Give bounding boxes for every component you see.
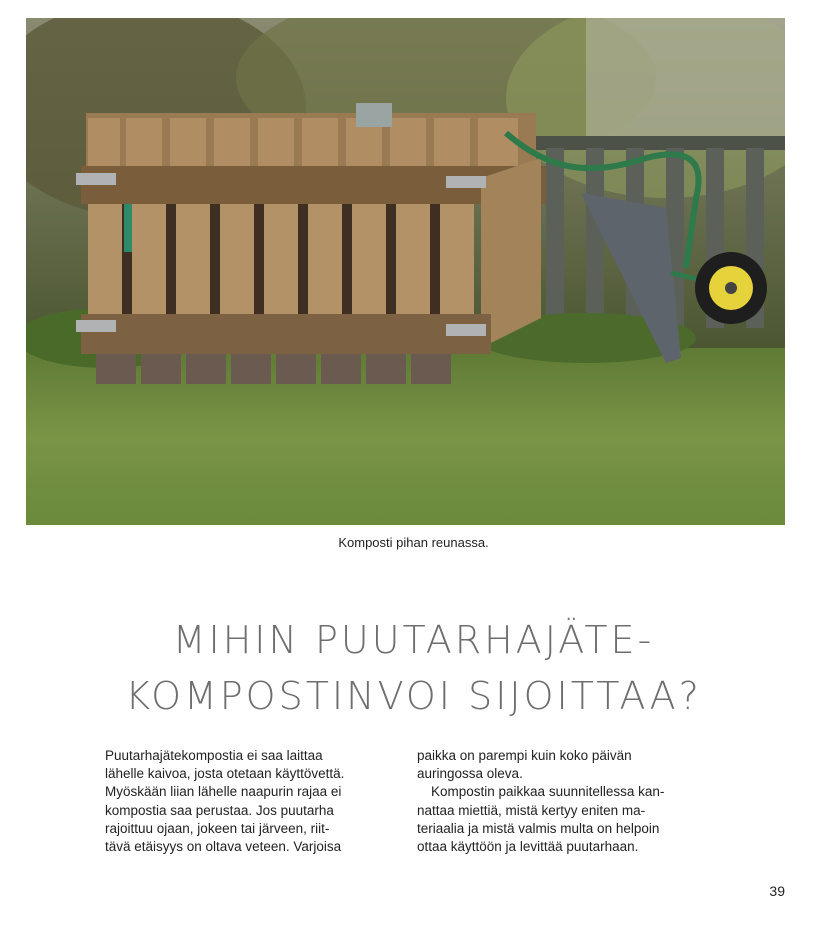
text-line: lähelle kaivoa, josta otetaan käyttövettä. xyxy=(105,766,345,782)
body-paragraph-2 xyxy=(417,783,702,856)
text-line: tävä etäisyys on oltava veteen. Varjoisa xyxy=(105,839,342,855)
compost-photo-illustration xyxy=(26,18,785,525)
text-line: paikka on parempi kuin koko päivän xyxy=(417,748,632,763)
text-line: nattaa miettiä, mistä kertyy eniten ma- xyxy=(417,802,646,818)
text-line: auringossa oleva. xyxy=(417,766,523,782)
text-line: Puutarhajätekompostia ei saa laittaa xyxy=(105,748,323,763)
text-line: Myöskään liian lähelle naapurin rajaa ei xyxy=(105,784,342,800)
page-heading xyxy=(0,612,827,724)
text-line: ottaa käyttöön ja levittää puutarhaan. xyxy=(417,839,639,855)
photo-caption: Komposti pihan reunassa. xyxy=(338,535,489,550)
text-line: teriaalia ja mistä valmis multa on helpoin xyxy=(417,820,660,836)
body-column-right xyxy=(417,747,702,856)
text-line: kompostia saa perustaa. Jos puutarha xyxy=(105,802,334,818)
heading-line-2: KOMPOSTINVOI SIJOITTAA? xyxy=(125,674,702,718)
compost-photo xyxy=(26,18,785,525)
text-line: rajoittuu ojaan, jokeen tai järveen, riit- xyxy=(105,820,330,836)
body-paragraph-1 xyxy=(105,747,390,856)
heading-line-1: MIHIN PUUTARHAJÄTE- xyxy=(172,618,655,662)
body-paragraph-1-continued xyxy=(417,747,702,783)
text-line: Kompostin paikkaa suunnitellessa kan- xyxy=(431,784,665,800)
page-number: 39 xyxy=(769,883,785,899)
body-column-left xyxy=(105,747,390,856)
